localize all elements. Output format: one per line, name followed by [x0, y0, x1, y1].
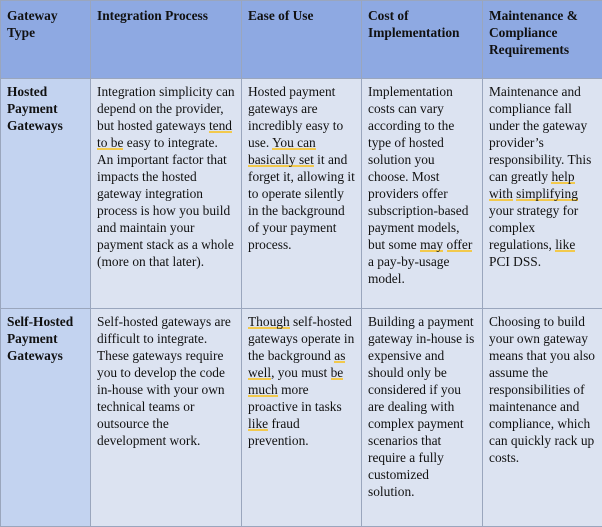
- header-cost-of-implementation: Cost of Implementation: [362, 1, 483, 79]
- highlight-phrase: simplifying: [516, 186, 578, 201]
- highlight-phrase: Though: [248, 314, 290, 329]
- row-label-self-hosted: Self-Hosted Payment Gateways: [1, 309, 91, 527]
- cell-self-hosted-ease-of-use: Though self-hosted gateways operate in the background as well, you must be much more proactive in tasks like fraud prevention.: [242, 309, 362, 527]
- cell-self-hosted-maintenance: Choosing to build your own gateway means that you also assume the responsibilities of maintenance and compliance, which can quickly rack up costs.: [483, 309, 602, 527]
- highlight-phrase: basically set: [248, 152, 314, 167]
- row-label-hosted: Hosted Payment Gateways: [1, 79, 91, 309]
- highlight-phrase: You can: [272, 135, 316, 150]
- highlight-phrase: help with: [489, 169, 575, 201]
- cell-self-hosted-cost: Building a payment gateway in-house is expensive and should only be considered if you are dealing with complex payment scenarios that require a fully customized solution.: [362, 309, 483, 527]
- header-row: [1, 1, 602, 79]
- highlight-phrase: may: [420, 237, 443, 252]
- highlight-phrase: be much: [248, 365, 343, 397]
- header-integration-process: Integration Process: [91, 1, 242, 79]
- header-maintenance-compliance: Maintenance & Compliance Requirements: [483, 1, 602, 79]
- highlight-phrase: offer: [447, 237, 473, 252]
- table-row-self-hosted: [1, 309, 602, 527]
- highlight-phrase: tend to be: [97, 118, 232, 150]
- cell-hosted-maintenance: Maintenance and compliance fall under the gateway provider’s responsibility. This can greatly help with simplifying your strategy for complex regulations, like PCI DSS.: [483, 79, 602, 309]
- header-gateway-type: Gateway Type: [1, 1, 91, 79]
- header-ease-of-use: Ease of Use: [242, 1, 362, 79]
- table-row-hosted: [1, 79, 602, 309]
- cell-hosted-cost: Implementation costs can vary according to the type of hosted solution you choose. Most providers offer subscription-based payment models, but some may offer a pay-by-usage model.: [362, 79, 483, 309]
- highlight-phrase: like: [555, 237, 575, 252]
- cell-self-hosted-integration: Self-hosted gateways are difficult to integrate. These gateways require you to develop the code in-house with your own technical teams or outsource the development work.: [91, 309, 242, 527]
- cell-hosted-integration: Integration simplicity can depend on the provider, but hosted gateways tend to be easy to integrate. An important factor that impacts the hosted gateway integration process is how you build and maintain your payment stack as a whole (more on that later).: [91, 79, 242, 309]
- highlight-phrase: like: [248, 416, 268, 431]
- cell-hosted-ease-of-use: Hosted payment gateways are incredibly easy to use. You can basically set it and forget it, allowing it to operate silently in the background of your payment process.: [242, 79, 362, 309]
- highlight-phrase: as well: [248, 348, 345, 380]
